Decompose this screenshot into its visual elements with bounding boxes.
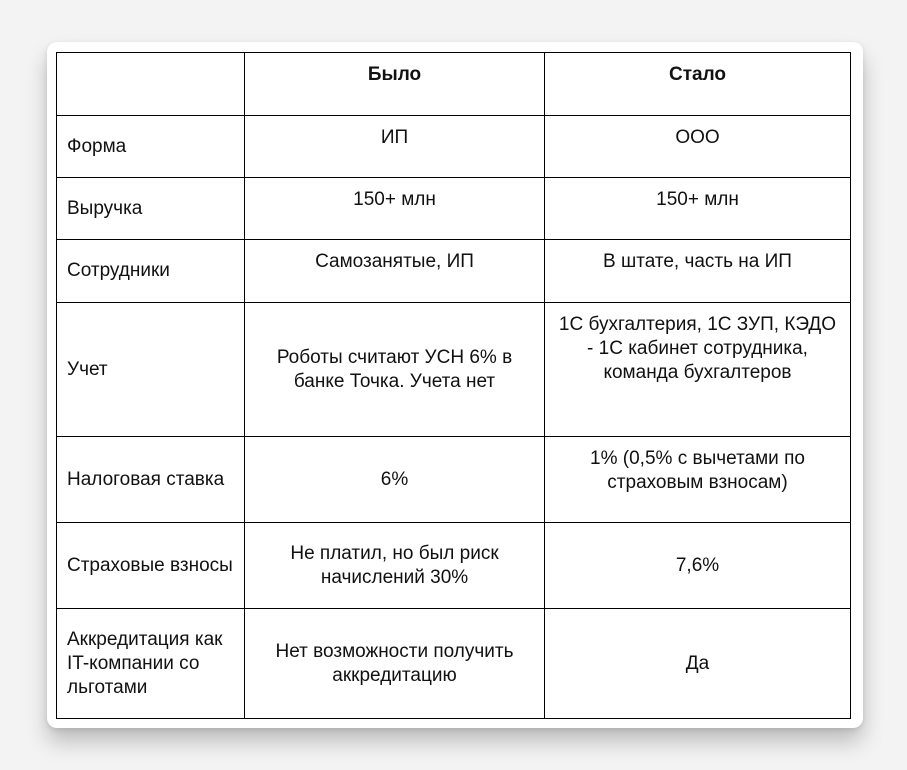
header-cell-empty [57,53,245,116]
cell-now: 150+ млн [545,178,851,240]
row-label: Учет [57,303,245,437]
table-row [57,116,851,178]
header-row [57,53,851,116]
cell-was: Самозанятые, ИП [245,240,545,303]
cell-now: 1% (0,5% с вычетами по страховым взносам) [545,437,851,523]
table-row [57,303,851,437]
row-label: Аккредитация как IT-компании со льготами [57,609,245,719]
table-row [57,437,851,523]
cell-was: 150+ млн [245,178,545,240]
cell-was: ИП [245,116,545,178]
cell-was: 6% [245,437,545,523]
cell-now: Да [545,609,851,719]
comparison-table [56,52,851,719]
row-label: Налоговая ставка [57,437,245,523]
row-label: Форма [57,116,245,178]
row-label: Сотрудники [57,240,245,303]
row-label: Страховые взносы [57,523,245,609]
cell-now: ООО [545,116,851,178]
cell-now: В штате, часть на ИП [545,240,851,303]
table-row [57,609,851,719]
row-label: Выручка [57,178,245,240]
header-cell-now: Стало [545,53,851,116]
cell-was: Нет возможности получить аккредитацию [245,609,545,719]
header-cell-was: Было [245,53,545,116]
cell-now: 1С бухгалтерия, 1С ЗУП, КЭДО - 1С кабинет сотрудника, команда бухгалтеров [545,303,851,437]
table-row [57,178,851,240]
cell-was: Роботы считают УСН 6% в банке Точка. Учета нет [245,303,545,437]
cell-now: 7,6% [545,523,851,609]
table-row [57,240,851,303]
cell-was: Не платил, но был риск начислений 30% [245,523,545,609]
table-card [47,42,863,728]
table-row [57,523,851,609]
